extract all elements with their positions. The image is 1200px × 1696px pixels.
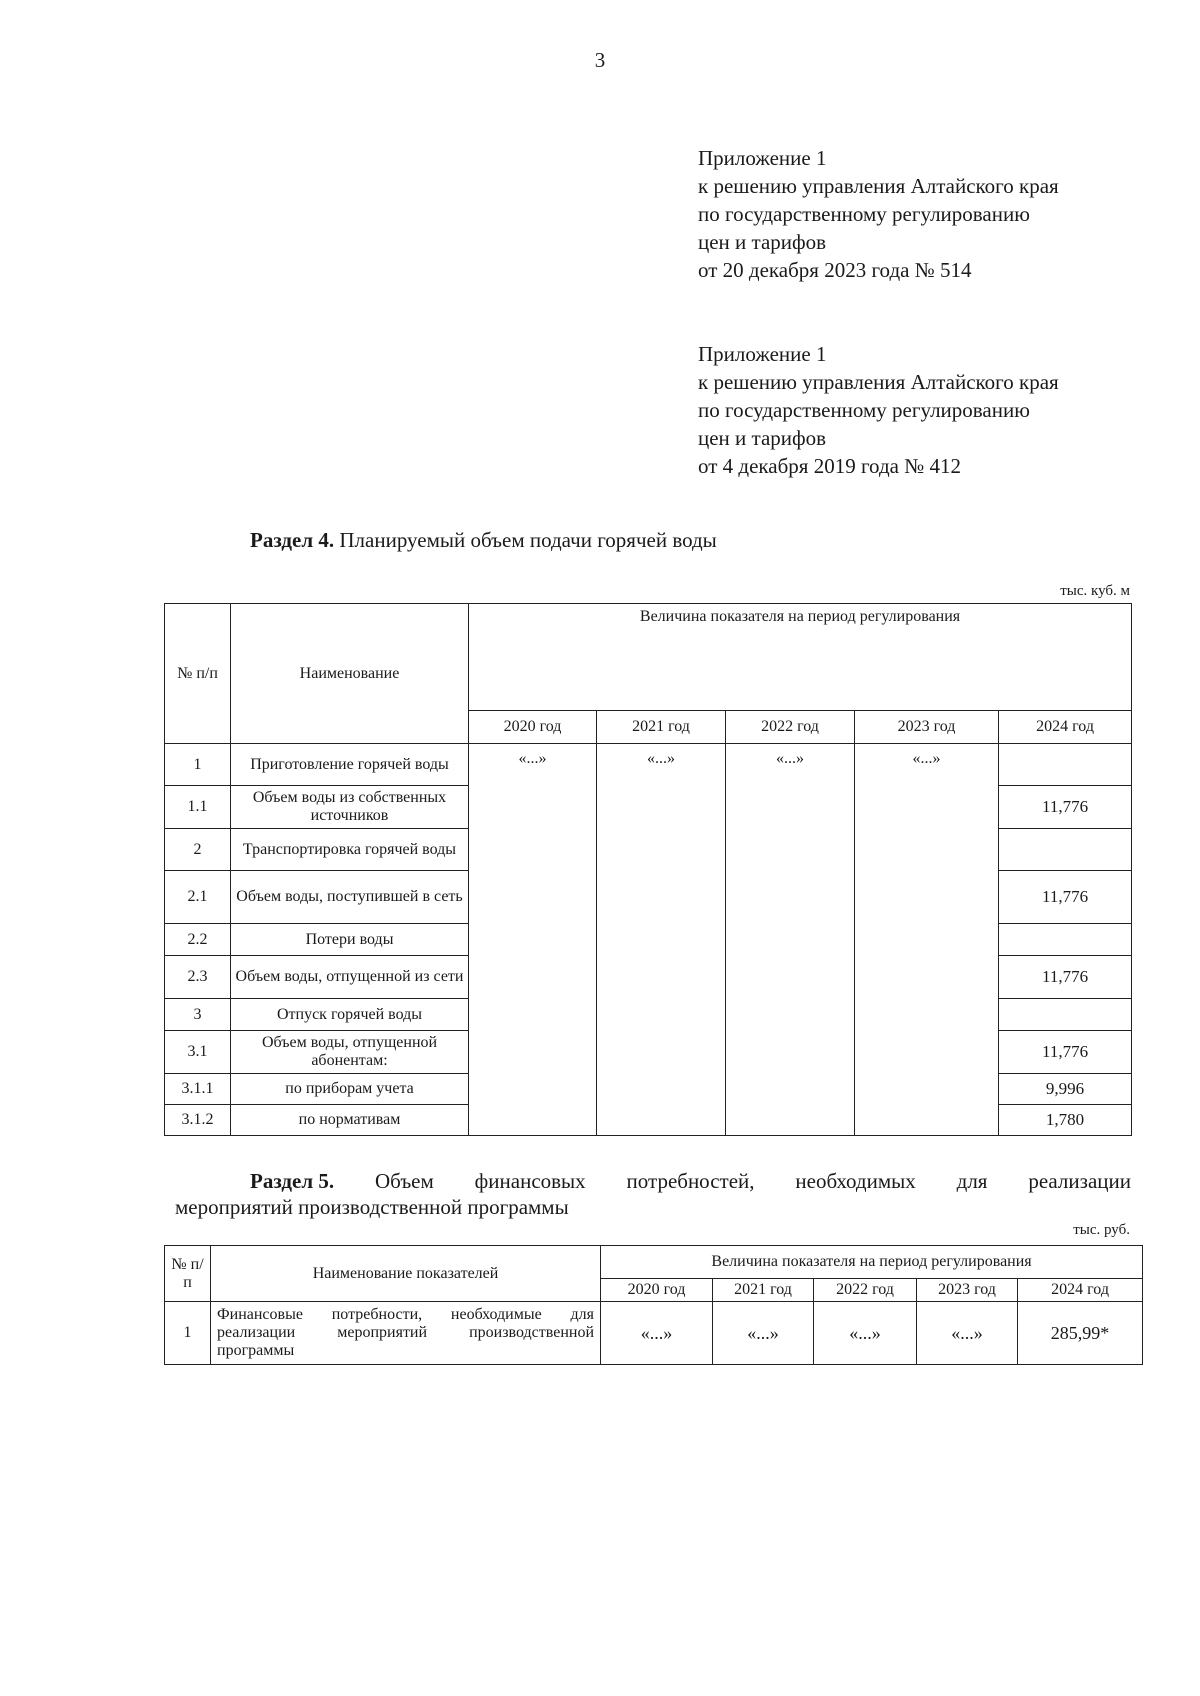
row-num: 1 xyxy=(165,744,231,786)
header-period: Величина показателя на период регулирования xyxy=(601,1246,1143,1279)
appendix-header-original xyxy=(698,340,1059,480)
value-2024: 285,99* xyxy=(1018,1302,1143,1365)
row-name: Потери воды xyxy=(231,924,469,956)
section5-title-word: Объем xyxy=(375,1169,434,1193)
value-2024: 9,996 xyxy=(999,1074,1132,1105)
appendix-line: Приложение 1 xyxy=(698,342,827,366)
section4-title-bold: Раздел 4. xyxy=(250,528,335,552)
appendix-line: к решению управления Алтайского края xyxy=(698,370,1059,394)
section4-table xyxy=(164,603,1132,1136)
row-num: 1.1 xyxy=(165,786,231,829)
header-year: 2020 год xyxy=(601,1279,713,1302)
section5-title-word: для xyxy=(956,1169,988,1193)
section4-title xyxy=(250,527,717,553)
header-year: 2024 год xyxy=(1018,1279,1143,1302)
row-name: по приборам учета xyxy=(231,1074,469,1105)
section5-title-bold: Раздел 5. xyxy=(250,1169,335,1193)
row-name: Приготовление горячей воды xyxy=(231,744,469,786)
table-row xyxy=(165,1031,1132,1074)
appendix-line: цен и тарифов xyxy=(698,230,827,254)
value-2024 xyxy=(999,924,1132,956)
row-num: 3.1.1 xyxy=(165,1074,231,1105)
table-row xyxy=(165,1074,1132,1105)
table-row xyxy=(165,1105,1132,1136)
table-row xyxy=(165,871,1132,924)
appendix-line: от 20 декабря 2023 года № 514 xyxy=(698,258,972,282)
header-name: Наименование xyxy=(231,604,469,744)
header-year: 2023 год xyxy=(855,711,999,744)
appendix-line: по государственному регулированию xyxy=(698,202,1030,226)
header-year: 2024 год xyxy=(999,711,1132,744)
row-num: 3.1.2 xyxy=(165,1105,231,1136)
row-name: Объем воды, отпущенной из сети xyxy=(231,956,469,999)
section5-title-word: потребностей, xyxy=(626,1169,755,1193)
row-num: 2.3 xyxy=(165,956,231,999)
row-name: Транспортировка горячей воды xyxy=(231,829,469,871)
row-num: 1 xyxy=(165,1302,211,1365)
header-period: Величина показателя на период регулирования xyxy=(469,604,1132,711)
row-num: 3 xyxy=(165,999,231,1031)
value-2024: 1,780 xyxy=(999,1105,1132,1136)
table-row xyxy=(165,786,1132,829)
appendix-header-current xyxy=(698,144,1059,284)
appendix-line: по государственному регулированию xyxy=(698,398,1030,422)
placeholder-2022: «...» xyxy=(726,744,855,786)
value-2024: 11,776 xyxy=(999,786,1132,829)
row-name: Отпуск горячей воды xyxy=(231,999,469,1031)
section4-unit: тыс. куб. м xyxy=(1060,583,1130,599)
value-2021: «...» xyxy=(713,1302,814,1365)
row-name: Финансовые потребности, необходимые для реализации мероприятий производственной программы xyxy=(211,1302,601,1365)
section5-title-line2: мероприятий производственной программы xyxy=(175,1195,569,1219)
header-year: 2023 год xyxy=(917,1279,1018,1302)
table-row xyxy=(165,829,1132,871)
value-2020: «...» xyxy=(601,1302,713,1365)
table-row xyxy=(165,999,1132,1031)
row-name: Объем воды, поступившей в сеть xyxy=(231,871,469,924)
row-name: по нормативам xyxy=(231,1105,469,1136)
header-year: 2021 год xyxy=(597,711,726,744)
section5-title xyxy=(175,1168,1131,1220)
value-2024: 11,776 xyxy=(999,956,1132,999)
appendix-line: цен и тарифов xyxy=(698,426,827,450)
value-2024 xyxy=(999,744,1132,786)
table-row xyxy=(165,924,1132,956)
page-number: 3 xyxy=(594,48,606,72)
header-year: 2021 год xyxy=(713,1279,814,1302)
appendix-line: от 4 декабря 2019 года № 412 xyxy=(698,454,961,478)
value-2023: «...» xyxy=(917,1302,1018,1365)
section5-unit: тыс. руб. xyxy=(1073,1222,1130,1238)
row-name: Объем воды из собственных источников xyxy=(231,786,469,829)
value-2024 xyxy=(999,829,1132,871)
value-2022: «...» xyxy=(814,1302,917,1365)
header-year: 2022 год xyxy=(726,711,855,744)
placeholder-2020: «...» xyxy=(469,744,597,786)
value-2024: 11,776 xyxy=(999,871,1132,924)
header-year: 2022 год xyxy=(814,1279,917,1302)
row-name: Объем воды, отпущенной абонентам: xyxy=(231,1031,469,1074)
row-num: 2.2 xyxy=(165,924,231,956)
row-num: 2.1 xyxy=(165,871,231,924)
header-num: № п/п xyxy=(165,604,231,744)
value-2024: 11,776 xyxy=(999,1031,1132,1074)
placeholder-2021: «...» xyxy=(597,744,726,786)
appendix-line: Приложение 1 xyxy=(698,146,827,170)
placeholder-2023: «...» xyxy=(855,744,999,786)
header-year: 2020 год xyxy=(469,711,597,744)
table-row xyxy=(165,744,1132,786)
value-2024 xyxy=(999,999,1132,1031)
row-num: 3.1 xyxy=(165,1031,231,1074)
section5-title-word: финансовых xyxy=(474,1169,586,1193)
row-num: 2 xyxy=(165,829,231,871)
section4-title-text: Планируемый объем подачи горячей воды xyxy=(334,528,717,552)
table-row xyxy=(165,1302,1143,1365)
appendix-line: к решению управления Алтайского края xyxy=(698,174,1059,198)
header-name: Наименование показателей xyxy=(211,1246,601,1302)
section5-table xyxy=(164,1245,1143,1365)
section5-title-word: реализации xyxy=(1028,1169,1131,1193)
section5-title-word: необходимых xyxy=(795,1169,916,1193)
table-row xyxy=(165,956,1132,999)
header-num: № п/п xyxy=(165,1246,211,1302)
